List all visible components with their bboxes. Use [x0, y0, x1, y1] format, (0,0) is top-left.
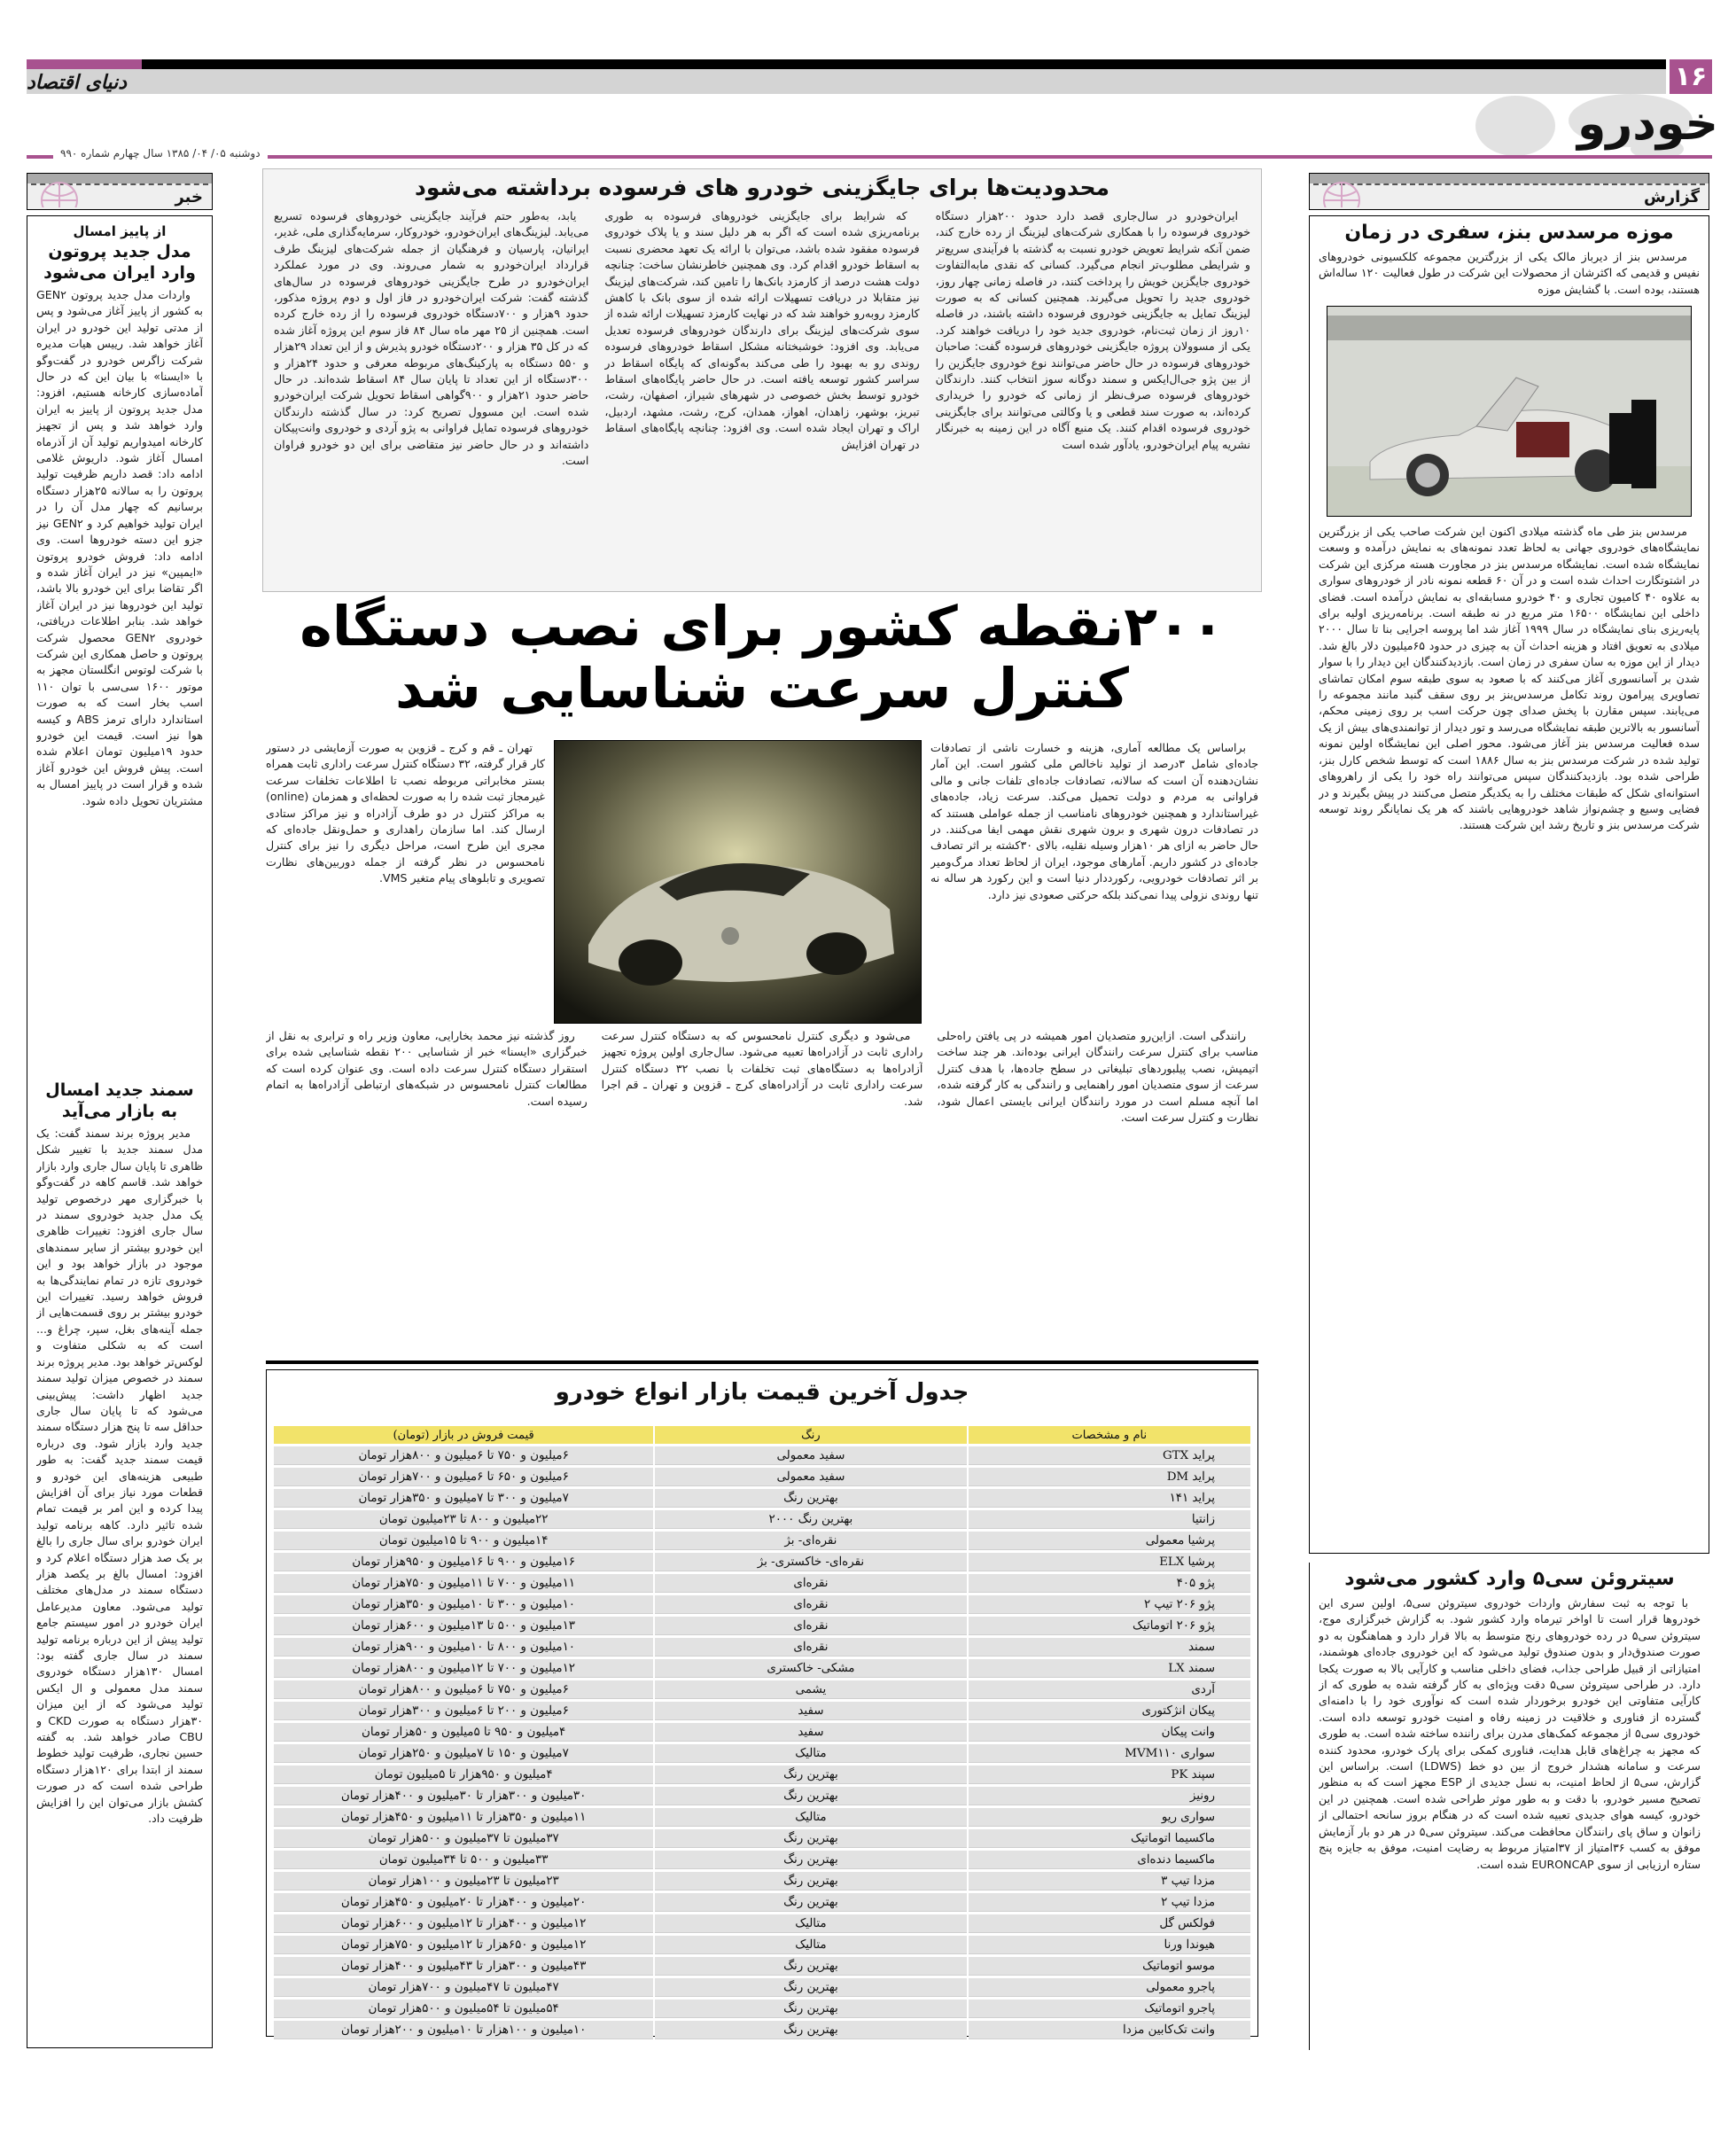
price-cell: ۱۲میلیون و ۴۰۰هزار تا ۱۲میلیون و ۶۰۰هزار تومان [274, 1914, 653, 1933]
top-story [262, 168, 1262, 592]
car-name-cell: پژو ۴۰۵ [969, 1574, 1250, 1593]
table-frame [266, 1360, 1258, 1364]
main-story-column: روز گذشته نیز محمد بخارایی، معاون وزیر راه و ترابری به نقل از خبرگزاری «ایسنا» خبر از شناسایی ۲۰۰ نقطه شناسایی شده برای استقرار دستگاه کنترل سرعت داده است. وی عنوان کرده است که مطالعات کنترل نامحسوس در شبکه‌های ارتباطی آزادراه‌ها به اتمام رسیده است. [265, 1029, 588, 1108]
price-cell: ۷میلیون و ۳۰۰ تا ۷میلیون و ۳۵۰هزار تومان [274, 1489, 653, 1508]
price-cell: ۶میلیون و ۷۵۰ تا ۶میلیون و ۸۰۰هزار تومان [274, 1680, 653, 1699]
top-story-title: محدودیت‌ها برای جایگزینی خودرو های فرسوده برداشته می‌شود [415, 175, 1109, 200]
color-cell: نقره‌ای- خاکستری- بژ [655, 1553, 966, 1571]
top-story-column: یابد، به‌طور حتم فرآیند جایگزینی خودروهای فرسوده تسریع می‌یابد. لیزینگ‌های ایران‌خودرو، خودروکار، سرمایه‌گذاری ملی، غدیر، ایرانیان، پارسیان و فرهنگیان از جمله شرکت‌های لیزینگ طرف قرارداد ایران‌خودرو به شمار می‌روند. وی در مورد عملکرد ایران‌خودرو در طرح جایگزینی خودروهای فرسوده در سال‌های گذشته گفت: شرکت ایران‌خودرو در فاز اول و دوم پروژه مذکور، حدود ۹هزار و ۷۰۰دستگاه خودروی فرسوده را از رده خارج کرده است. همچنین از ۲۵ مهر ماه سال ۸۴ فاز سوم این پروژه آغاز شده که در کل ۳۵ هزار و ۲۰۰دستگاه خودرو پذیرش و از این تعداد ۲۹هزار و ۵۵۰ دستگاه به پارکینگ‌های مربوطه معرفی و حدود ۲۴هزار و ۳۰۰دستگاه از این تعداد تا پایان سال ۸۴ اسقاط شده‌اند. در حال حاضر حدود ۲۱هزار و ۹۰۰گواهی اسقاط تحویل شرکت ایران‌خودرو شده است. این مسوول تصریح کرد: در سال گذشته دارندگان خودروهای فرسوده تمایل فراوانی به پژو آردی و خودروی وانت‌پیکان داشته‌اند و در حال حاضر نیز متقاضی برای این دو خودرو فراوان است. [274, 209, 589, 468]
mercedes-museum-photo [1327, 306, 1692, 517]
color-cell: بهترین رنگ [655, 1978, 966, 1997]
price-cell: ۱۴میلیون و ۹۰۰ تا ۱۵میلیون تومان [274, 1532, 653, 1550]
column-header: رنگ [655, 1426, 966, 1444]
car-name-cell: موسو اتوماتیک [969, 1957, 1250, 1976]
table-row [274, 1766, 1250, 1784]
masthead-bar [27, 59, 1666, 69]
price-cell: ۳۳میلیون و ۵۰۰ تا ۳۴میلیون تومان [274, 1851, 653, 1869]
table-row [274, 1957, 1250, 1976]
top-story-column: ایران‌خودرو در سال‌جاری قصد دارد حدود ۲۰۰هزار دستگاه خودروی فرسوده را با همکاری شرکت‌های لیزینگ از رده خارج کند، ضمن آنکه شرایط تعویض خودرو نسبت به گذشته با فرآیندی سریع‌تر و شرایطی مطلوب‌تر انجام می‌گیرد. کسانی که نقدی مابه‌التفاوت خودروی جایگزین خویش را پرداخت کنند، در فاصله زمانی چهار روز، خودروی جدید را تحویل می‌گیرند. همچنین کسانی که به صورت لیزینگ تمایل به جایگزینی خودروی فرسوده داشته باشند، در فاصله ۱۰روز از زمان ثبت‌نام، خودروی جدید خود را دریافت خواهند کرد. یکی از مسوولان پروژه جایگزینی خودروهای فرسوده گفت: صاحبان خودروهای فرسوده در حال حاضر می‌توانند نوع خودروی جایگزین را از بین پژو جی‌ال‌ایکس و سمند دوگانه سوز انتخاب کنند. دارندگان خودروهای فرسوده صرف‌نظر از زمانی که خودرو را خریداری کرده‌اند، به صورت سند قطعی و یا وکالتی می‌توانند برای جایگزینی خودروی فرسوده اقدام کنند. یک منبع آگاه در این زمینه به خبرنگار نشریه پیام ایران‌خودرو، یادآور شده است [935, 209, 1250, 451]
car-name-cell: پراید ۱۴۱ [969, 1489, 1250, 1508]
car-image [1327, 307, 1691, 517]
main-story-column: تهران ـ قم و کرج ـ قزوین به صورت آزمایشی در دستور کار قرار گرفته، ۳۲ دستگاه کنترل سرعت راداری ثابت همراه بستر مخابراتی مربوطه نصب تا اطلاعات تخلفات سرعت غیرمجاز ثبت شده را به صورت لحظه‌ای و همزمان (online) به مراکز کنترل در دو طرف آزادراه و نیز مراکز ستادی ارسال کند. اما سازمان راهداری و حمل‌ونقل جاده‌ای که مجری این طرح است، مراحل دیگری را نیز برای کنترل نامحسوس در نظر گرفته از جمله دوربین‌های نظارت تصویری و تابلوهای پیام متغیر VMS. [266, 741, 545, 885]
table-title: جدول آخرین قیمت بازار انواع خودرو [555, 1379, 969, 1406]
car-name-cell: پراید GTX [969, 1446, 1250, 1465]
price-cell: ۱۰میلیون و ۱۰۰هزار تا ۱۰میلیون و ۲۰۰هزار تومان [274, 2021, 653, 2039]
color-cell: مشکی- خاکستری [655, 1659, 966, 1678]
price-table-box [266, 1369, 1258, 2037]
masthead-accent [27, 59, 142, 69]
car-name-cell: مزدا تیپ ۳ [969, 1872, 1250, 1890]
paper-logo: دنیای اقتصاد [27, 71, 127, 94]
color-cell: نقره‌ای [655, 1638, 966, 1657]
masthead-band [27, 69, 1666, 94]
price-cell: ۶میلیون و ۶۵۰ تا ۶میلیون و ۷۰۰هزار تومان [274, 1468, 653, 1486]
column-header: قیمت فروش در بازار (تومان) [274, 1426, 653, 1444]
color-cell: بهترین رنگ [655, 1893, 966, 1912]
color-cell: بهترین رنگ [655, 2021, 966, 2039]
price-cell: ۲۰میلیون و ۴۰۰هزار تا ۲۰میلیون و ۴۵۰هزار تومان [274, 1893, 653, 1912]
car-name-cell: سمند [969, 1638, 1250, 1657]
table-row [274, 1446, 1250, 1465]
report-column-2 [1309, 1563, 1709, 2050]
price-cell: ۱۰میلیون و ۳۰۰ تا ۱۰میلیون و ۳۵۰هزار تومان [274, 1595, 653, 1614]
color-cell: سفید معمولی [655, 1446, 966, 1465]
car-name-cell: پیکان انژکتوری [969, 1702, 1250, 1720]
car-name-cell: ماکسیما اتوماتیک [969, 1829, 1250, 1848]
table-row [274, 2000, 1250, 2018]
color-cell: بهترین رنگ [655, 1872, 966, 1890]
car-name-cell: زانتیا [969, 1510, 1250, 1529]
price-cell: ۱۲میلیون و ۷۰۰ تا ۱۲میلیون و ۸۰۰هزار تومان [274, 1659, 653, 1678]
main-story-lower [266, 1028, 1258, 1352]
tag-label: گزارش [1643, 188, 1700, 207]
story-body: با توجه به ثبت سفارش واردات خودروی سیتروئن سی۵، اولین سری این خودروها قرار است تا اواخر تیرماه وارد کشور شود. به گزارش خبرگزاری موج، سیتروئن سی۵ در رده خودروهای رنج متوسط به بالا قرار دارد و هماهنگون به دو صورت صندوق‌دار و بدون صندوق تولید می‌شود که این خودروی جاده‌ای هوشمند، امتیازاتی از قبیل طراحی جذاب، فضای داخلی مناسب و کارآیی بالا به صورت یکجا دارد. در طراحی سیتروئن سی۵ دقت ویژه‌ای به کار گرفته شده به طوری که از کارآیی متفاوتی این خودرو برخوردار شده است که نوآوری خود را با دامنه‌ای گسترده از فناوری و خلاقیت در زمینه رفاه و امنیت خودرو توسعه داده است. خودروی سی۵ از مجموعه کمک‌های مدرن برای راننده ساخته شده است. به طوری که مجهز به چراغ‌های قابل هدایت، فناوری کمکی برای پارک خودرو، محدود کننده سرعت و سامانه هشدار خروج از بین دو خط (LDWS) است. براساس این گزارش، سی۵ از لحاظ امنیت، به نسل جدیدی از ESP مجهز است که به منظور تصحیح مسیر خودرو، با دقت و به طور موثر طراحی شده است. همچنین در این خودرو، کیسه هوای جدیدی تعبیه شده است که در هنگام بروز سانحه احتمالی از زانوان و ساق پای رانندگان محافظت می‌کند. سیتروئن سی۵ در هر دو بار آزمایش موفق به کسب ۳۶امتیاز از ۳۷امتیاز مربوط به رضایت امنیت، موفق به جایزه پنج ستاره ارزیابی از سوی EURONCAP شده است. [1319, 1596, 1701, 1871]
car-name-cell: سواری ریو [969, 1808, 1250, 1827]
price-cell: ۳۷میلیون تا ۳۷میلیون و ۵۰۰هزار تومان [274, 1829, 653, 1848]
story-title: سمند جدید امسال به بازار می‌آید [45, 1080, 194, 1121]
table-row [274, 2021, 1250, 2039]
color-cell: سفید [655, 1702, 966, 1720]
color-cell: یشمی [655, 1680, 966, 1699]
price-cell: ۱۱میلیون و ۷۰۰ تا ۱۱میلیون و ۷۵۰هزار تومان [274, 1574, 653, 1593]
car-name-cell: وانت تک‌کابین مزدا [969, 2021, 1250, 2039]
main-story-column: می‌شود و دیگری کنترل نامحسوس که به دستگاه کنترل سرعت راداری ثابت در آزادراه‌ها تعبیه می‌شود. سال‌جاری اولین پروژه تجهیز آزادراه‌ها به دستگاه‌های ثبت تخلفات با نصب ۳۲ دستگاه کنترل سرعت راداری ثابت در آزادراه‌های کرج ـ قزوین و تهران ـ قم اجرا شد. [601, 1029, 923, 1108]
color-cell: نقره‌ای- بژ [655, 1532, 966, 1550]
car-name-cell: پژو ۲۰۶ تیپ ۲ [969, 1595, 1250, 1614]
table-row [274, 1893, 1250, 1912]
table-row [274, 1914, 1250, 1933]
car-name-cell: سواری MVM۱۱۰ [969, 1744, 1250, 1763]
story-body: مرسدس بنز طی ماه گذشته میلادی اکنون این شرکت صاحب یکی از بزرگترین نمایشگاه‌های خودروی جهانی به لحاظ تعدد نمونه‌های به نمایش درآمده و وسعت نمایشگاه شده است. نمایشگاه مرسدس بنز در مجاورت هسته مرکزی این شرکت در اشتوتگارت احداث شده است و در آن ۶۰ قطعه نمونه نادر از خودروهای سواری به علاوه ۴۰ کامیون تجاری و ۴۰ خودرو مسابقه‌ای به نمایش درآمده است. فضای داخلی این نمایشگاه ۱۶۵۰۰ متر مربع در نه طبقه است. برنامه‌ریزی اولیه برای پایه‌ریزی بنای نمایشگاه در سال ۱۹۹۹ آغاز شد اما پروسه اجرایی بنا تا سال ۲۰۰۰ میلادی به تعویق افتاد و هزینه احداث آن به چیزی در حدود ۶۵میلیون دلار بالغ شد. دیدار از این موزه به سان سفری در زمان است. بازدیدکنندگان این دیدار را با سوار شدن بر آسانسوری آغاز می‌کنند که با صعود به سوی طبقه سوم امکان تماشای تصاویری پیرامون روند تکامل مرسدس‌بنز بر روی سقف گنبد مانند مجموعه را می‌یابند. سپس مقارن با پخش صدای چون حرکت اسب بر روی زمینی محکم، آسانسور به بالاترین طبقه نمایشگاه می‌رسد و تور دیدار از توانمندی‌های بیش از یک سده فعالیت مرسدس بنز آغاز می‌شود. محور اصلی این نمایشگاه اولین نمونه تولید شده در شرکت مرسدس بنز به سال ۱۸۸۶ است که توسط شخص کارل بنز، طراحی شده بود. بازدیدکنندگان سپس می‌توانند راه خود را یکی از راهروهای استوانه‌ای شکل که طبقات مختلف را به یکدیگر متصل می‌کنند در پیش بگیرند و در فضایی وسیع و چشم‌نواز شاهد خودروهایی باشند که هر یک نمایانگر روند توسعه شرکت مرسدس بنز و تاریخ رشد این شرکت هستند. [1319, 525, 1700, 832]
issue-line: دوشنبه ۰۵/ ۰۴/ ۱۳۸۵ سال چهارم شماره ۹۹۰ [53, 147, 268, 160]
car-name-cell: سمند LX [969, 1659, 1250, 1678]
price-cell: ۵۴میلیون تا ۵۴میلیون و ۵۰۰هزار تومان [274, 2000, 653, 2018]
table-row [274, 1829, 1250, 1848]
color-cell: بهترین رنگ [655, 1851, 966, 1869]
color-cell: بهترین رنگ [655, 1766, 966, 1784]
car-name-cell: ماکسیما دنده‌ای [969, 1851, 1250, 1869]
price-cell: ۷میلیون و ۱۵۰ تا ۷میلیون و ۲۵۰هزار تومان [274, 1744, 653, 1763]
story-kicker: از پاییز امسال [73, 223, 167, 239]
price-cell: ۴میلیون و ۹۵۰هزار تا ۵میلیون تومان [274, 1766, 653, 1784]
color-cell: سفید معمولی [655, 1468, 966, 1486]
color-cell: بهترین رنگ [655, 1957, 966, 1976]
car-name-cell: آردی [969, 1680, 1250, 1699]
table-row [274, 1510, 1250, 1529]
table-row [274, 1553, 1250, 1571]
globe-icon [1315, 181, 1368, 207]
table-row [274, 1638, 1250, 1657]
car-image [554, 741, 921, 1024]
table-row [274, 1872, 1250, 1890]
car-name-cell: مزدا تیپ ۲ [969, 1893, 1250, 1912]
car-name-cell: پژو ۲۰۶ اتوماتیک [969, 1617, 1250, 1635]
color-cell: متالیک [655, 1808, 966, 1827]
section-title: خودرو [1577, 97, 1719, 151]
price-cell: ۱۰میلیون و ۸۰۰ تا ۱۰میلیون و ۹۰۰هزار تومان [274, 1638, 653, 1657]
top-story-column: که شرایط برای جایگزینی خودروهای فرسوده به طوری برنامه‌ریزی شده است که اگر به هر دلیل سند و یا پلاک خودروی فرسوده مفقود شده باشد، می‌توان با ارائه یک تعهد محضری نسبت به اسقاط خودرو اقدام کرد. وی همچنین خاطرنشان ساخت: چنانچه دولت هشت درصد از کارمزد بانک‌ها را تامین کند، شرکت‌های لیزینگ نیز متقابلا در دریافت تسهیلات ارائه شده از سوی بانک با کاهش کارمزد روبه‌رو خواهند شد که در نهایت کارمزد تسهیلات ارائه شده از سوی شرکت‌های لیزینگ برای دارندگان خودروهای فرسوده تعدیل می‌یابد. وی افزود: خوشبختانه مشکل اسقاط خودروهای فرسوده روندی رو به بهبود را طی می‌کند به‌گونه‌ای که پایگاه اسقاط در سراسر کشور توسعه یافته است. در حال حاضر پایگاه‌های اسقاط خودرو توسط بخش خصوصی در شهرهای شیراز، اصفهان، رشت، تبریز، بوشهر، زاهدان، اهواز، همدان، کرج، رشت، مشهد، اردبیل، اراک و تهران ایجاد شده است. وی افزود: چنانچه پایگاه‌های اسقاط در تهران افزایش [604, 209, 920, 451]
car-name-cell: رونیز [969, 1787, 1250, 1805]
masthead-rule [27, 155, 1712, 159]
table-row [274, 1574, 1250, 1593]
story-title: سیتروئن سی۵ وارد کشور می‌شود [1344, 1568, 1675, 1590]
story-body: واردات مدل جدید پروتون GEN۲ به کشور از پاییز آغاز می‌شود و پس از مدتی تولید این خودرو در ایران آغاز خواهد شد. رییس هیات مدیره شرکت زاگرس خودرو در گفت‌وگو با «ایسنا» با بیان این که در حال آماده‌سازی کارخانه هستیم، افزود: مدل جدید پروتون از پاییز به ایران وارد خواهد شد و پس از تجهیز کارخانه امیدواریم تولید آن از آذرماه امسال آغاز شود. داریوش غلامی ادامه داد: قصد داریم ظرفیت تولید پروتون را به سالانه ۲۵هزار دستگاه برسانیم که چهار مدل آن را در ایران تولید خواهیم کرد و GEN۲ نیز جزو این دسته خودروها است. وی ادامه داد: فروش خودرو پروتون «ایمپین» نیز در ایران آغاز شده و اگر تقاضا برای این خودرو بالا باشد، تولید این خودروها نیز در ایران آغاز خواهد شد. بنابر اطلاعات دریافتی، خودروی GEN۲ محصول شرکت پروتون و حاصل همکاری این شرکت با شرکت لوتوس انگلستان مجهز به موتور ۱۶۰۰ سی‌سی با توان ۱۱۰ اسب بخار است که به صورت استاندارد دارای ترمز ABS و کیسه هوا نیز است. قیمت این خودرو حدود ۱۹میلیون تومان اعلام شده است. پیش فروش این خودرو آغاز شده و قرار است در پاییز امسال به مشتریان تحویل داده شود. [36, 288, 203, 807]
table-row [274, 1468, 1250, 1486]
table-row [274, 1744, 1250, 1763]
color-cell: نقره‌ای [655, 1595, 966, 1614]
price-cell: ۶میلیون و ۲۰۰ تا ۶میلیون و ۳۰۰هزار تومان [274, 1702, 653, 1720]
price-cell: ۳۰میلیون و ۳۰۰هزار تا ۳۰میلیون و ۴۰۰هزار تومان [274, 1787, 653, 1805]
price-table [272, 1423, 1252, 2042]
color-cell: متالیک [655, 1936, 966, 1954]
car-name-cell: پاجرو اتوماتیک [969, 2000, 1250, 2018]
story-body: مدیر پروژه برند سمند گفت: یک مدل سمند جدید با تغییر شکل ظاهری تا پایان سال جاری وارد بازار خواهد شد. قاسم کاهه در گفت‌وگو با خبرگزاری مهر درخصوص تولید یک مدل جدید خودروی سمند در سال جاری افزود: تغییرات ظاهری این خودرو بیشتر از سایر سمندهای موجود در بازار خواهد بود و این خودروی تازه در تمام نمایندگی‌ها به فروش خواهد رسید. تغییرات این خودرو بیشتر بر روی قسمت‌هایی از جمله آینه‌های بغل، سپر، چراغ و... است که به شکلی متفاوت و لوکس‌تر خواهد بود. مدیر پروژه برند سمند در خصوص میزان تولید سمند جدید اظهار داشت: پیش‌بینی می‌شود که تا پایان سال جاری حداقل سه تا پنج هزار دستگاه سمند جدید وارد بازار شود. وی درباره قیمت سمند جدید گفت: به طور طبیعی هزینه‌های این خودرو و قطعات مورد نیاز برای آن افزایش پیدا کرده و این امر بر قیمت تمام شده تاثیر دارد. کاهه برنامه تولید ایران خودرو برای سال جاری را بالغ بر یک صد هزار دستگاه اعلام کرد و افزود: امسال بالغ بر یکصد هزار دستگاه سمند در مدل‌های مختلف تولید می‌شود. معاون مدیرعامل ایران خودرو در امور سیستم جامع تولید پیش از این درباره برنامه تولید سمند در سال جاری گفته بود: امسال ۱۳۰هزار دستگاه خودروی سمند مدل معمولی و ال ایکس تولید می‌شود که از این میزان ۳۰هزار دستگاه به صورت CKD و CBU صادر خواهد شد. به گفته حسین نجاری، ظرفیت تولید خطوط سمند از ابتدا برای ۱۲۰هزار دستگاه طراحی شده است که در صورت کشش بازار می‌توان این را افزایش ظرفیت داد. [36, 1126, 203, 1826]
color-cell: نقره‌ای [655, 1574, 966, 1593]
table-row [274, 1723, 1250, 1742]
price-cell: ۴۷میلیون تا ۴۷میلیون و ۷۰۰هزار تومان [274, 1978, 653, 1997]
price-cell: ۱۳میلیون و ۵۰۰ تا ۱۳میلیون و ۶۰۰هزار تومان [274, 1617, 653, 1635]
price-cell: ۶میلیون و ۷۵۰ تا ۶میلیون و ۸۰۰هزار تومان [274, 1446, 653, 1465]
main-headline: ۲۰۰نقطه کشور برای نصب دستگاه کنترل سرعت شناسایی شد [300, 594, 1225, 721]
table-row [274, 1936, 1250, 1954]
table-row [274, 1595, 1250, 1614]
color-cell: بهترین رنگ [655, 1829, 966, 1848]
sports-car-photo [554, 740, 922, 1024]
car-name-cell: پراید DM [969, 1468, 1250, 1486]
price-cell: ۱۲میلیون و ۶۵۰هزار تا ۱۲میلیون و ۷۵۰هزار تومان [274, 1936, 653, 1954]
story-title: موزه مرسدس بنز، سفری در زمان [1344, 222, 1674, 244]
color-cell: بهترین رنگ [655, 1787, 966, 1805]
main-story-column: براساس یک مطالعه آماری، هزینه و خسارت ناشی از تصادفات جاده‌ای شامل ۳درصد از تولید ناخالص ملی کشور است. این آمار نشان‌دهنده آن است که سالانه، تصادفات جاده‌ای تلفات جانی و مالی فراوانی به مردم و دولت تحمیل می‌کند. سرعت زیاد، جاده‌های غیراستاندارد و همچنین خودروهای نامناسب از جمله عواملی هستند که در تصادفات درون شهری و برون شهری نقش مهمی ایفا می‌کنند. در حال حاضر به ازای هر ۱۰هزار وسیله نقلیه، بالای ۳۰کشته بر اثر تصادف جاده‌ای در کشور داریم. آمارهای موجود، ایران از لحاظ تعداد مرگ‌ومیر بر اثر تصادفات خودرویی، رکورددار دنیا است و این رکورد هر ساله نه تنها روندی نزولی پیدا نمی‌کند بلکه حرکتی صعودی نیز دارد. [930, 741, 1258, 901]
price-cell: ۴میلیون و ۹۵۰ تا ۵میلیون و ۵۰هزار تومان [274, 1723, 653, 1742]
tag-label: خبر [175, 188, 203, 207]
car-name-cell: پرشیا ELX [969, 1553, 1250, 1571]
table-row [274, 1702, 1250, 1720]
price-cell: ۱۶میلیون و ۹۰۰ تا ۱۶میلیون و ۹۵۰هزار تومان [274, 1553, 653, 1571]
car-name-cell: فولکس گل [969, 1914, 1250, 1933]
price-cell: ۲۳میلیون تا ۲۳میلیون و ۱۰۰هزار تومان [274, 1872, 653, 1890]
car-name-cell: پرشیا معمولی [969, 1532, 1250, 1550]
table-row [274, 1680, 1250, 1699]
story-intro: مرسدس بنز از دیرباز مالک یکی از بزرگترین مجموعه کلکسیونی خودروهای نفیس و قدیمی که اکثرشان از محصولات این شرکت در طول فعالیت ۱۲۰ ساله‌اش هستند، بوده است. با گشایش موزه [1319, 250, 1700, 296]
table-row [274, 1978, 1250, 1997]
section-tag-report [1309, 173, 1709, 210]
table-row [274, 1787, 1250, 1805]
report-column [1309, 215, 1709, 1554]
story-title: مدل جدید پروتون وارد ایران می‌شود [43, 242, 196, 283]
table-row [274, 1617, 1250, 1635]
table-header-row [274, 1426, 1250, 1444]
color-cell: بهترین رنگ [655, 2000, 966, 2018]
table-row [274, 1808, 1250, 1827]
column-header: نام و مشخصات [969, 1426, 1250, 1444]
page-number: ۱۶ [1670, 59, 1712, 94]
table-row [274, 1532, 1250, 1550]
price-cell: ۱۱میلیون و ۳۵۰هزار تا ۱۱میلیون و ۴۵۰هزار تومان [274, 1808, 653, 1827]
color-cell: بهترین رنگ ۲۰۰۰ [655, 1510, 966, 1529]
color-cell: متالیک [655, 1914, 966, 1933]
price-cell: ۲۲میلیون و ۸۰۰ تا ۲۳میلیون تومان [274, 1510, 653, 1529]
color-cell: نقره‌ای [655, 1617, 966, 1635]
globe-icon [33, 181, 86, 207]
news-column [27, 215, 213, 2048]
table-row [274, 1489, 1250, 1508]
car-name-cell: وانت پیکان [969, 1723, 1250, 1742]
table-row [274, 1851, 1250, 1869]
color-cell: متالیک [655, 1744, 966, 1763]
car-name-cell: هیوندا ورنا [969, 1936, 1250, 1954]
car-name-cell: پاجرو معمولی [969, 1978, 1250, 1997]
color-cell: بهترین رنگ [655, 1489, 966, 1508]
main-story-column: رانندگی است. ازاین‌رو متصدیان امور همیشه در پی یافتن راه‌حلی مناسب برای کنترل سرعت رانندگان ایرانی بوده‌اند. هر چند ساخت اتیمپش، نصب پیلبوردهای تبلیغاتی در سطح جاده‌ها، با هدف کنترل سرعت از سوی متصدیان امور راهنمایی و رانندگی به کار گرفته شده، اما آنچه مسلم است در مورد رانندگان ایرانی بایستی اعمال شود، نظارت و کنترل سرعت است. [937, 1029, 1258, 1125]
car-name-cell: سپند PK [969, 1766, 1250, 1784]
section-tag-news [27, 173, 213, 210]
price-cell: ۴۳میلیون و ۳۰۰هزار تا ۴۳میلیون و ۴۰۰هزار تومان [274, 1957, 653, 1976]
color-cell: سفید [655, 1723, 966, 1742]
table-row [274, 1659, 1250, 1678]
